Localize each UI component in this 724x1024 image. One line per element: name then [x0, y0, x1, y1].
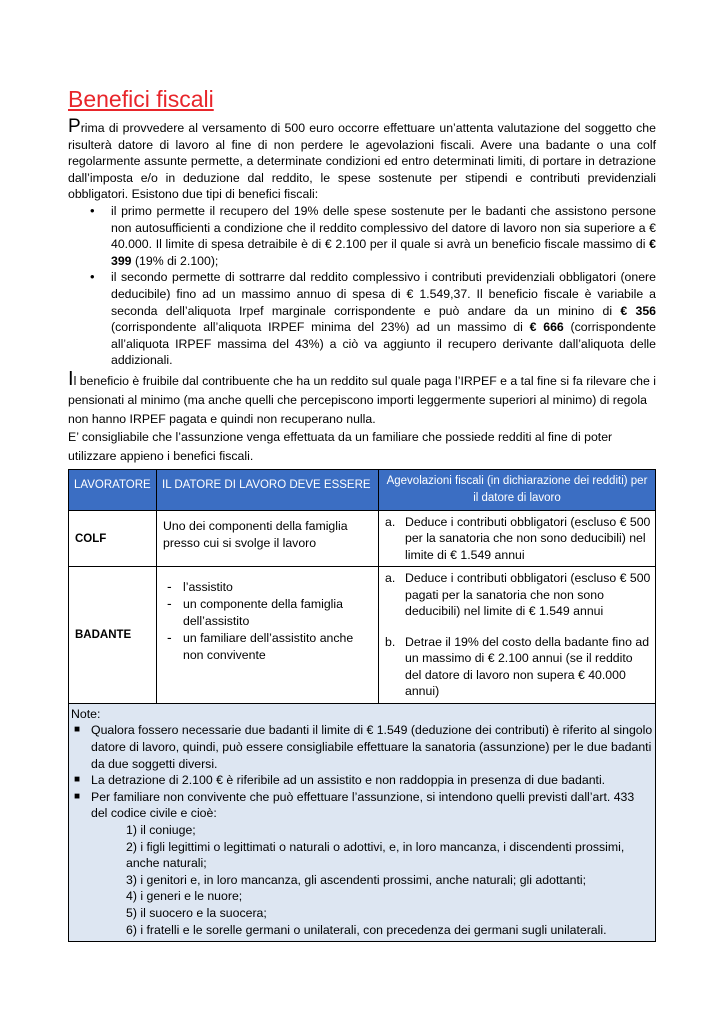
- list-item: 1) il coniuge;: [126, 823, 196, 838]
- document-page: [68, 84, 656, 942]
- note-2: La detrazione di 2.100 € è riferibile ad un assistito e non raddoppia in presenza di due badanti.: [91, 773, 606, 788]
- benefits-table: [68, 469, 656, 942]
- irpef-dropcap: I: [68, 367, 74, 390]
- colf-role: COLF: [69, 510, 157, 567]
- list-item: 6) i fratelli e le sorelle germani o unilaterali, con precedenza dei germani sugli unilaterali.: [126, 922, 607, 937]
- irpef-text: l beneficio è fruibile dal contribuente che ha un reddito sul quale paga l’IRPEF e a tal fine si fa rilevare che i pensionati al minimo (ma anche quelli che percepiscono importi leggermente superiori al minimo) di regola non hanno IRPEF pagata e quindi non recuperano nulla.: [68, 373, 656, 426]
- list-item: [111, 269, 656, 369]
- bullet-2-text-mid: (corrispondente all’aliquota IRPEF minima del 23%) ad un massimo di: [111, 320, 530, 335]
- benefits-list: [68, 203, 656, 369]
- list-item: [163, 630, 372, 664]
- header-datore: IL DATORE DI LAVORO DEVE ESSERE: [157, 469, 379, 510]
- notes-label: Note:: [71, 706, 101, 721]
- dash-marker: -: [167, 629, 172, 646]
- badante-agev-b: Detrae il 19% del costo della badante fino ad un massimo di € 2.100 annui (se il reddito del datore di lavoro non supera € 40.000 annui): [405, 634, 650, 699]
- note-3: Per familiare non convivente che può effettuare l’assunzione, si intendono quelli previsti dall’art. 433 del codice civile e cioè:: [91, 789, 635, 821]
- table-row: [69, 567, 656, 704]
- square-bullet-icon: ■: [74, 774, 81, 786]
- badante-datore: [157, 567, 379, 704]
- intro-dropcap: P: [68, 116, 81, 137]
- badante-agev-a: Deduce i contributi obbligatori (escluso € 500 pagati per la sanatoria che non sono deducibili) nel limite di € 1.549 annui: [405, 571, 651, 619]
- header-lavoratore: LAVORATORE: [69, 469, 157, 510]
- bullet-2-min-amount: € 356: [620, 303, 656, 318]
- list-item: [163, 579, 372, 596]
- list-item: [385, 570, 651, 620]
- list-item: [385, 634, 651, 700]
- colf-agevolazioni: [379, 510, 656, 567]
- list-item: [111, 203, 656, 269]
- table-row: [69, 510, 656, 567]
- page-title: Benefici fiscali: [68, 86, 214, 112]
- advice-paragraph: E’ consigliabile che l’assunzione venga effettuata da un familiare che possiede redditi al fine di poter utilizzare appieno i benefici fiscali.: [68, 430, 613, 464]
- colf-agev-a: Deduce i contributi obbligatori (escluso € 500 per la sanatoria che non sono deducibili) nel limite di € 1.549 annui: [405, 514, 651, 562]
- badante-datore-2: un componente della famiglia dell’assistito: [183, 597, 343, 629]
- intro-paragraph: [68, 116, 656, 203]
- irpef-paragraph: [68, 367, 656, 428]
- badante-datore-3: un familiare dell’assistito anche non convivente: [183, 631, 354, 663]
- list-item: 5) il suocero e la suocera;: [126, 906, 267, 921]
- table-row: [69, 703, 656, 941]
- bullet-1-text-end: (19% di 2.100);: [131, 253, 219, 268]
- list-item: [71, 772, 653, 789]
- relatives-list: [71, 822, 653, 938]
- bullet-1-amount: € 399: [111, 237, 656, 268]
- square-bullet-icon: ■: [74, 790, 81, 802]
- table-header-row: [69, 469, 656, 510]
- list-item: [71, 722, 653, 772]
- list-item: 4) i generi e le nuore;: [126, 889, 243, 904]
- dash-marker: -: [167, 595, 172, 612]
- colf-datore: Uno dei componenti della famiglia presso cui si svolge il lavoro: [157, 510, 379, 567]
- square-bullet-icon: ■: [74, 724, 81, 736]
- dash-marker: -: [167, 578, 172, 595]
- item-marker: b.: [385, 634, 396, 649]
- bullet-1-text: il primo permette il recupero del 19% delle spese sostenute per le badanti che assistono persone non autosufficienti a condizione che il reddito complessivo del datore di lavoro non sia superiore a € 40.000. Il limite di spesa detraibile è di € 2.100 per il quale si avrà un beneficio fiscale massimo di: [111, 203, 656, 252]
- list-item: [71, 789, 653, 822]
- badante-agevolazioni: [379, 567, 656, 704]
- intro-text: rima di provvedere al versamento di 500 euro occorre effettuare un’attenta valutazione del soggetto che risulterà datore di lavoro al fine di non perdere le agevolazioni fiscali. Avere una badante o una colf regolarmente assunte permette, a determinate condizioni ed entro determinati limiti, di portare in detrazione dall’imposta e/o in deduzione dal reddito, le spese sostenute per stipendi e contributi previdenziali obbligatori. Esistono due tipi di benefici fiscali:: [68, 121, 656, 202]
- list-item: [163, 596, 372, 630]
- badante-role: BADANTE: [69, 567, 157, 704]
- item-marker: a.: [385, 571, 396, 586]
- header-agevolazioni: Agevolazioni fiscali (in dichiarazione dei redditi) per il datore di lavoro: [379, 469, 656, 510]
- badante-datore-1: l’assistito: [183, 580, 233, 595]
- list-item: 3) i genitori e, in loro mancanza, gli ascendenti prossimi, anche naturali; gli adottanti;: [126, 872, 587, 887]
- bullet-2-text: il secondo permette di sottrarre dal reddito complessivo i contributi previdenziali obbligatori (onere deducibile) fino ad un massimo annuo di spesa di € 1.549,37. Il beneficio fiscale è variabile a seconda dell’aliquota Irpef marginale corrispondente e può andare da un minino di: [111, 270, 656, 318]
- notes-cell: [69, 703, 656, 941]
- bullet-2-max-amount: € 666: [529, 320, 564, 335]
- list-item: [385, 514, 651, 564]
- note-1: Qualora fossero necessarie due badanti il limite di € 1.549 (deduzione dei contributi) è riferito al singolo datore di lavoro, quindi, può essere consigliabile effettuare la sanatoria (assunzione) per le due badanti da due soggetti diversi.: [91, 723, 653, 771]
- list-item: 2) i figli legittimi o legittimati o naturali o adottivi, e, in loro mancanza, i discendenti prossimi, anche naturali;: [126, 839, 625, 871]
- bullet-2-text-end: (corrispondente all’aliquota IRPEF massima del 43%) a ciò va aggiunto il recupero derivante dall’aliquota delle addizionali.: [111, 320, 657, 368]
- item-marker: a.: [385, 514, 396, 529]
